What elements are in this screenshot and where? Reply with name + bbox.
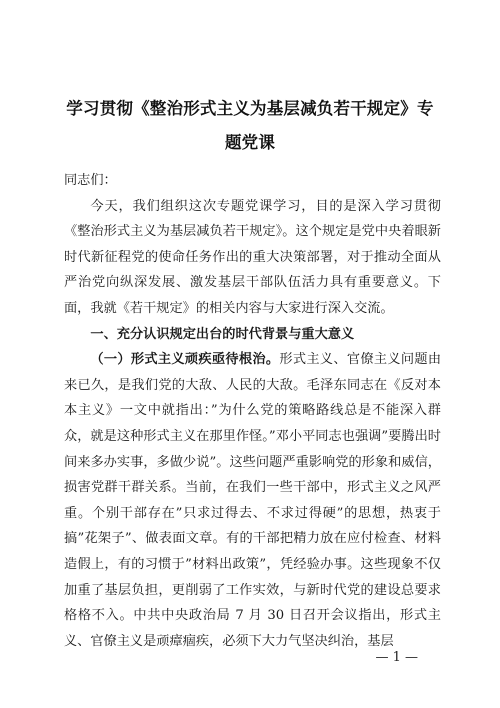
subsection-heading-1: （一）形式主义顽疾亟待根治。	[90, 352, 280, 368]
document-body	[64, 168, 441, 654]
document-title: 学习贯彻《整治形式主义为基层减负若干规定》专题党课	[66, 99, 434, 152]
salutation: 同志们：	[64, 173, 117, 188]
subsection-paragraph-1	[64, 347, 441, 654]
subsection-body-1: 形式主义、官僚主义问题由来已久，是我们党的大敌、人民的大敌。毛泽东同志在《反对本本主义》一文中就指出：”为什么党的策略路线总是不能深入群众，就是这种形式主义在那里作怪。”邓小平同志也强调”要腾出时间来多办实事，多做少说”。这些问题严重影响党的形象和威信，损害党群干群关系。当前，在我们一些干部中，形式主义之风严重。个别干部存在”只求过得去、不求过得硬”的思想，热衷于搞”花架子”、做表面文章。有的干部把精力放在应付检查、材料造假上，有的习惯于”材料出政策”，凭经验办事。这些现象不仅加重了基层负担，更削弱了工作实效，与新时代党的建设总要求格格不入。中共中央政治局 7 月 30 日召开会议指出，形式主义、官僚主义是顽瘴痼疾，必须下大力气坚决纠治，基层	[64, 352, 442, 649]
intro-paragraph: 今天，我们组织这次专题党课学习，目的是深入学习贯彻《整治形式主义为基层减负若干规定》。这个规定是党中央着眼新时代新征程党的使命任务作出的重大决策部署，对于推动全面从严治党向纵深发展、激发基层干部队伍活力具有重要意义。下面，我就《若干规定》的相关内容与大家进行深入交流。	[64, 198, 441, 316]
section-heading-1: 一、充分认识规定出台的时代背景与重大意义	[90, 326, 355, 342]
page-number: — 1 —	[375, 650, 418, 665]
